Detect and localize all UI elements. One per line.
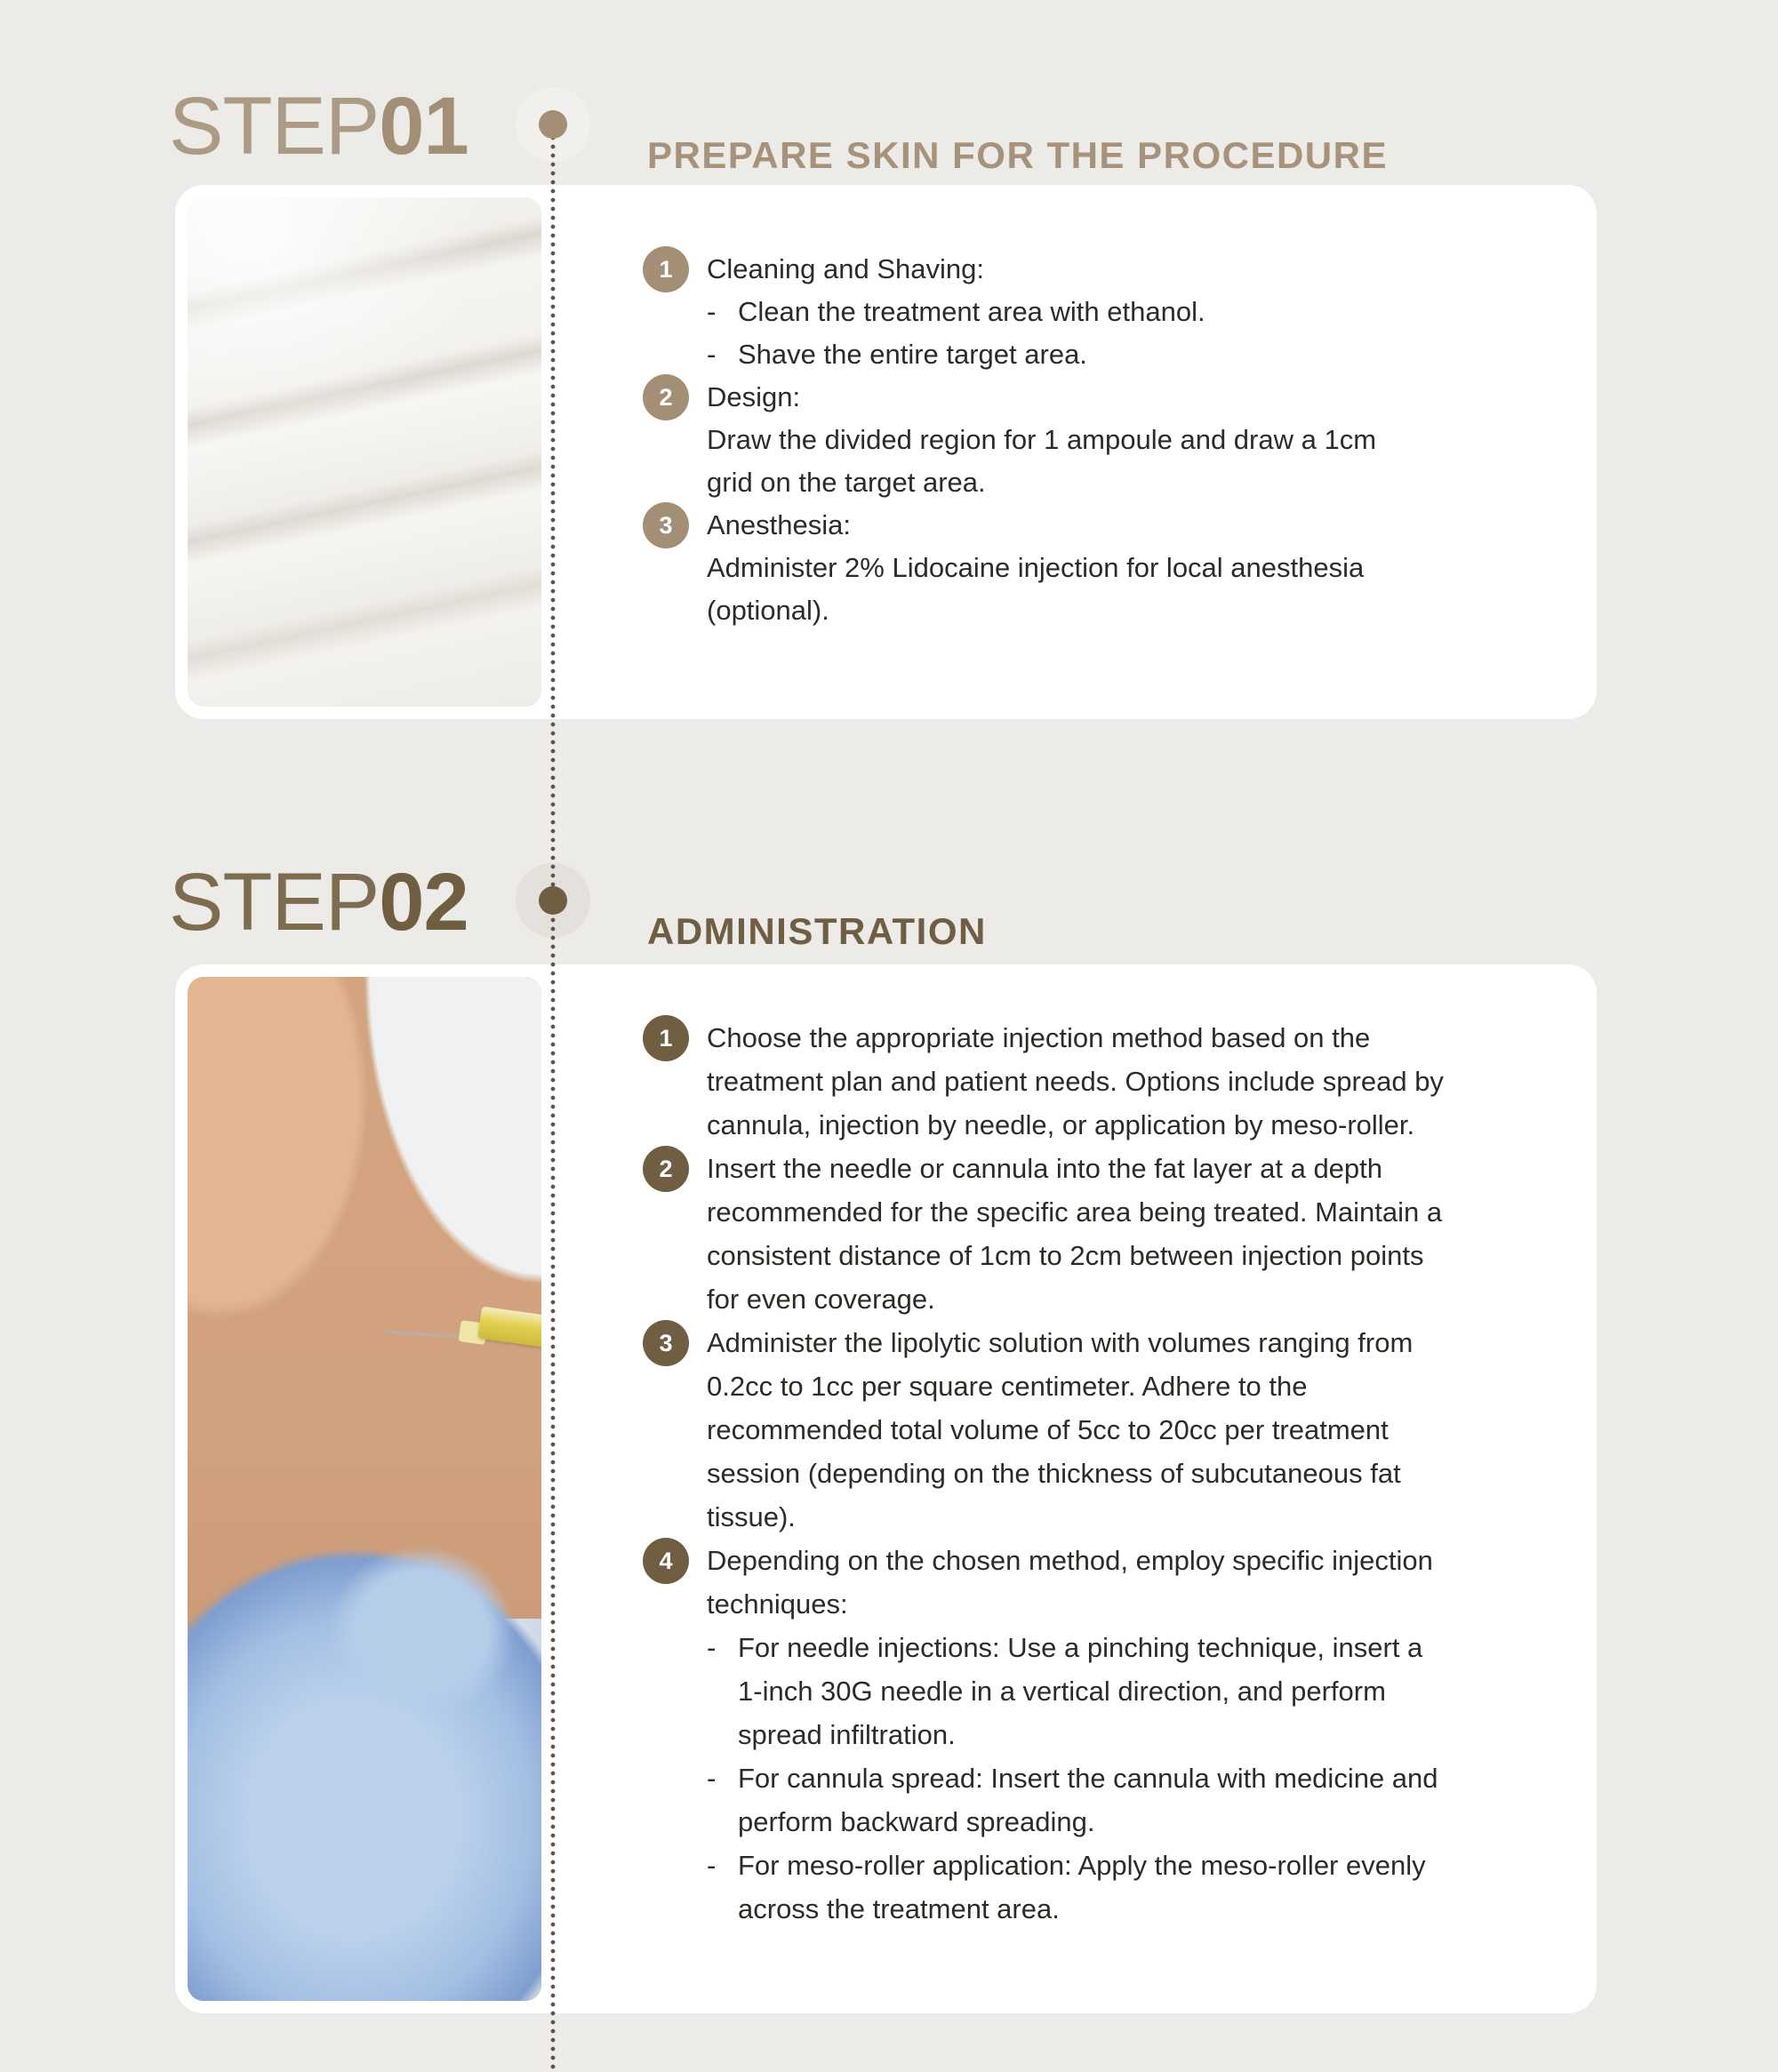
- bullet-dash-icon: -: [707, 1763, 717, 1794]
- list-item: [643, 1147, 1542, 1321]
- item-line: for even coverage.: [707, 1284, 935, 1315]
- bullet-line: For cannula spread: Insert the cannula with medicine and: [738, 1763, 1438, 1794]
- item-line: tissue).: [707, 1501, 796, 1532]
- list-item: [643, 1321, 1542, 1539]
- bullet-line: Shave the entire target area.: [738, 339, 1087, 370]
- item-line: Administer the lipolytic solution with volumes ranging from: [707, 1327, 1414, 1358]
- step-1-item-list: [643, 248, 1542, 632]
- step-1-heading: [169, 81, 469, 172]
- item-line: Choose the appropriate injection method based on the: [707, 1022, 1371, 1053]
- step-2-title: ADMINISTRATION: [647, 909, 987, 952]
- bullet-dash-icon: -: [707, 339, 717, 370]
- timeline-dotted-line-icon: [549, 124, 557, 2072]
- item-line: 0.2cc to 1cc per square centimeter. Adhere to the: [707, 1371, 1308, 1402]
- bullet-dash-icon: -: [707, 296, 717, 327]
- item-line: Design:: [707, 381, 801, 412]
- bullet-dash-icon: -: [707, 1850, 717, 1881]
- item-line: Depending on the chosen method, employ specific injection: [707, 1545, 1433, 1576]
- item-number-badge: 4: [643, 1538, 689, 1584]
- item-number-badge: 1: [643, 246, 689, 292]
- item-number-badge: 1: [643, 1015, 689, 1061]
- bullet-line: For meso-roller application: Apply the meso-roller evenly: [738, 1850, 1426, 1881]
- list-item: [643, 1539, 1542, 1931]
- item-line: treatment plan and patient needs. Options include spread by: [707, 1066, 1444, 1097]
- item-line: recommended total volume of 5cc to 20cc per treatment: [707, 1414, 1389, 1445]
- bullet-line: 1-inch 30G needle in a vertical direction, and perform: [738, 1676, 1386, 1707]
- item-number-badge: 3: [643, 1320, 689, 1366]
- injection-procedure-image: [188, 977, 541, 2001]
- item-line: techniques:: [707, 1588, 848, 1620]
- bullet-line: Clean the treatment area with ethanol.: [738, 296, 1205, 327]
- item-line: Draw the divided region for 1 ampoule and draw a 1cm: [707, 424, 1377, 455]
- bullet-line: For needle injections: Use a pinching technique, insert a: [738, 1632, 1423, 1663]
- item-number-badge: 3: [643, 502, 689, 548]
- item-line: Anesthesia:: [707, 509, 851, 540]
- item-line: Cleaning and Shaving:: [707, 253, 984, 284]
- item-line: recommended for the specific area being treated. Maintain a: [707, 1196, 1443, 1228]
- step-2-label: STEP: [169, 857, 380, 948]
- list-item: [643, 1016, 1542, 1147]
- bullet-row: [707, 1756, 1542, 1844]
- step-1-number: 01: [379, 81, 469, 172]
- step-2-number: 02: [379, 857, 469, 948]
- step-1-title: PREPARE SKIN FOR THE PROCEDURE: [647, 133, 1388, 176]
- item-line: session (depending on the thickness of subcutaneous fat: [707, 1458, 1401, 1489]
- cream-texture-image: [188, 197, 541, 707]
- bullet-line: spread infiltration.: [738, 1719, 956, 1750]
- blue-glove-finger-graphic: [301, 1521, 541, 1743]
- chin-profile-graphic: [188, 977, 453, 1407]
- bullet-dash-icon: -: [707, 1632, 717, 1663]
- item-line: consistent distance of 1cm to 2cm between injection points: [707, 1240, 1424, 1271]
- list-item: [643, 248, 1542, 376]
- step-2-heading: [169, 857, 469, 948]
- step-2-item-list: [643, 1016, 1542, 1931]
- bullet-row: [707, 333, 1542, 376]
- item-number-badge: 2: [643, 374, 689, 420]
- item-line: grid on the target area.: [707, 467, 986, 498]
- timeline-node-1-dot-icon: [539, 110, 567, 139]
- timeline-node-2-dot-icon: [539, 886, 567, 915]
- bullet-line: perform backward spreading.: [738, 1806, 1095, 1837]
- bullet-row: [707, 1844, 1542, 1931]
- item-line: Insert the needle or cannula into the fat layer at a depth: [707, 1153, 1383, 1184]
- list-item: [643, 504, 1542, 632]
- step-1-label: STEP: [169, 81, 380, 172]
- list-item: [643, 376, 1542, 504]
- item-line: (optional).: [707, 595, 829, 626]
- bullet-line: across the treatment area.: [738, 1893, 1060, 1924]
- item-line: cannula, injection by needle, or application by meso-roller.: [707, 1109, 1415, 1140]
- item-line: Administer 2% Lidocaine injection for local anesthesia: [707, 552, 1365, 583]
- item-number-badge: 2: [643, 1146, 689, 1192]
- bullet-row: [707, 1626, 1542, 1756]
- bullet-row: [707, 291, 1542, 333]
